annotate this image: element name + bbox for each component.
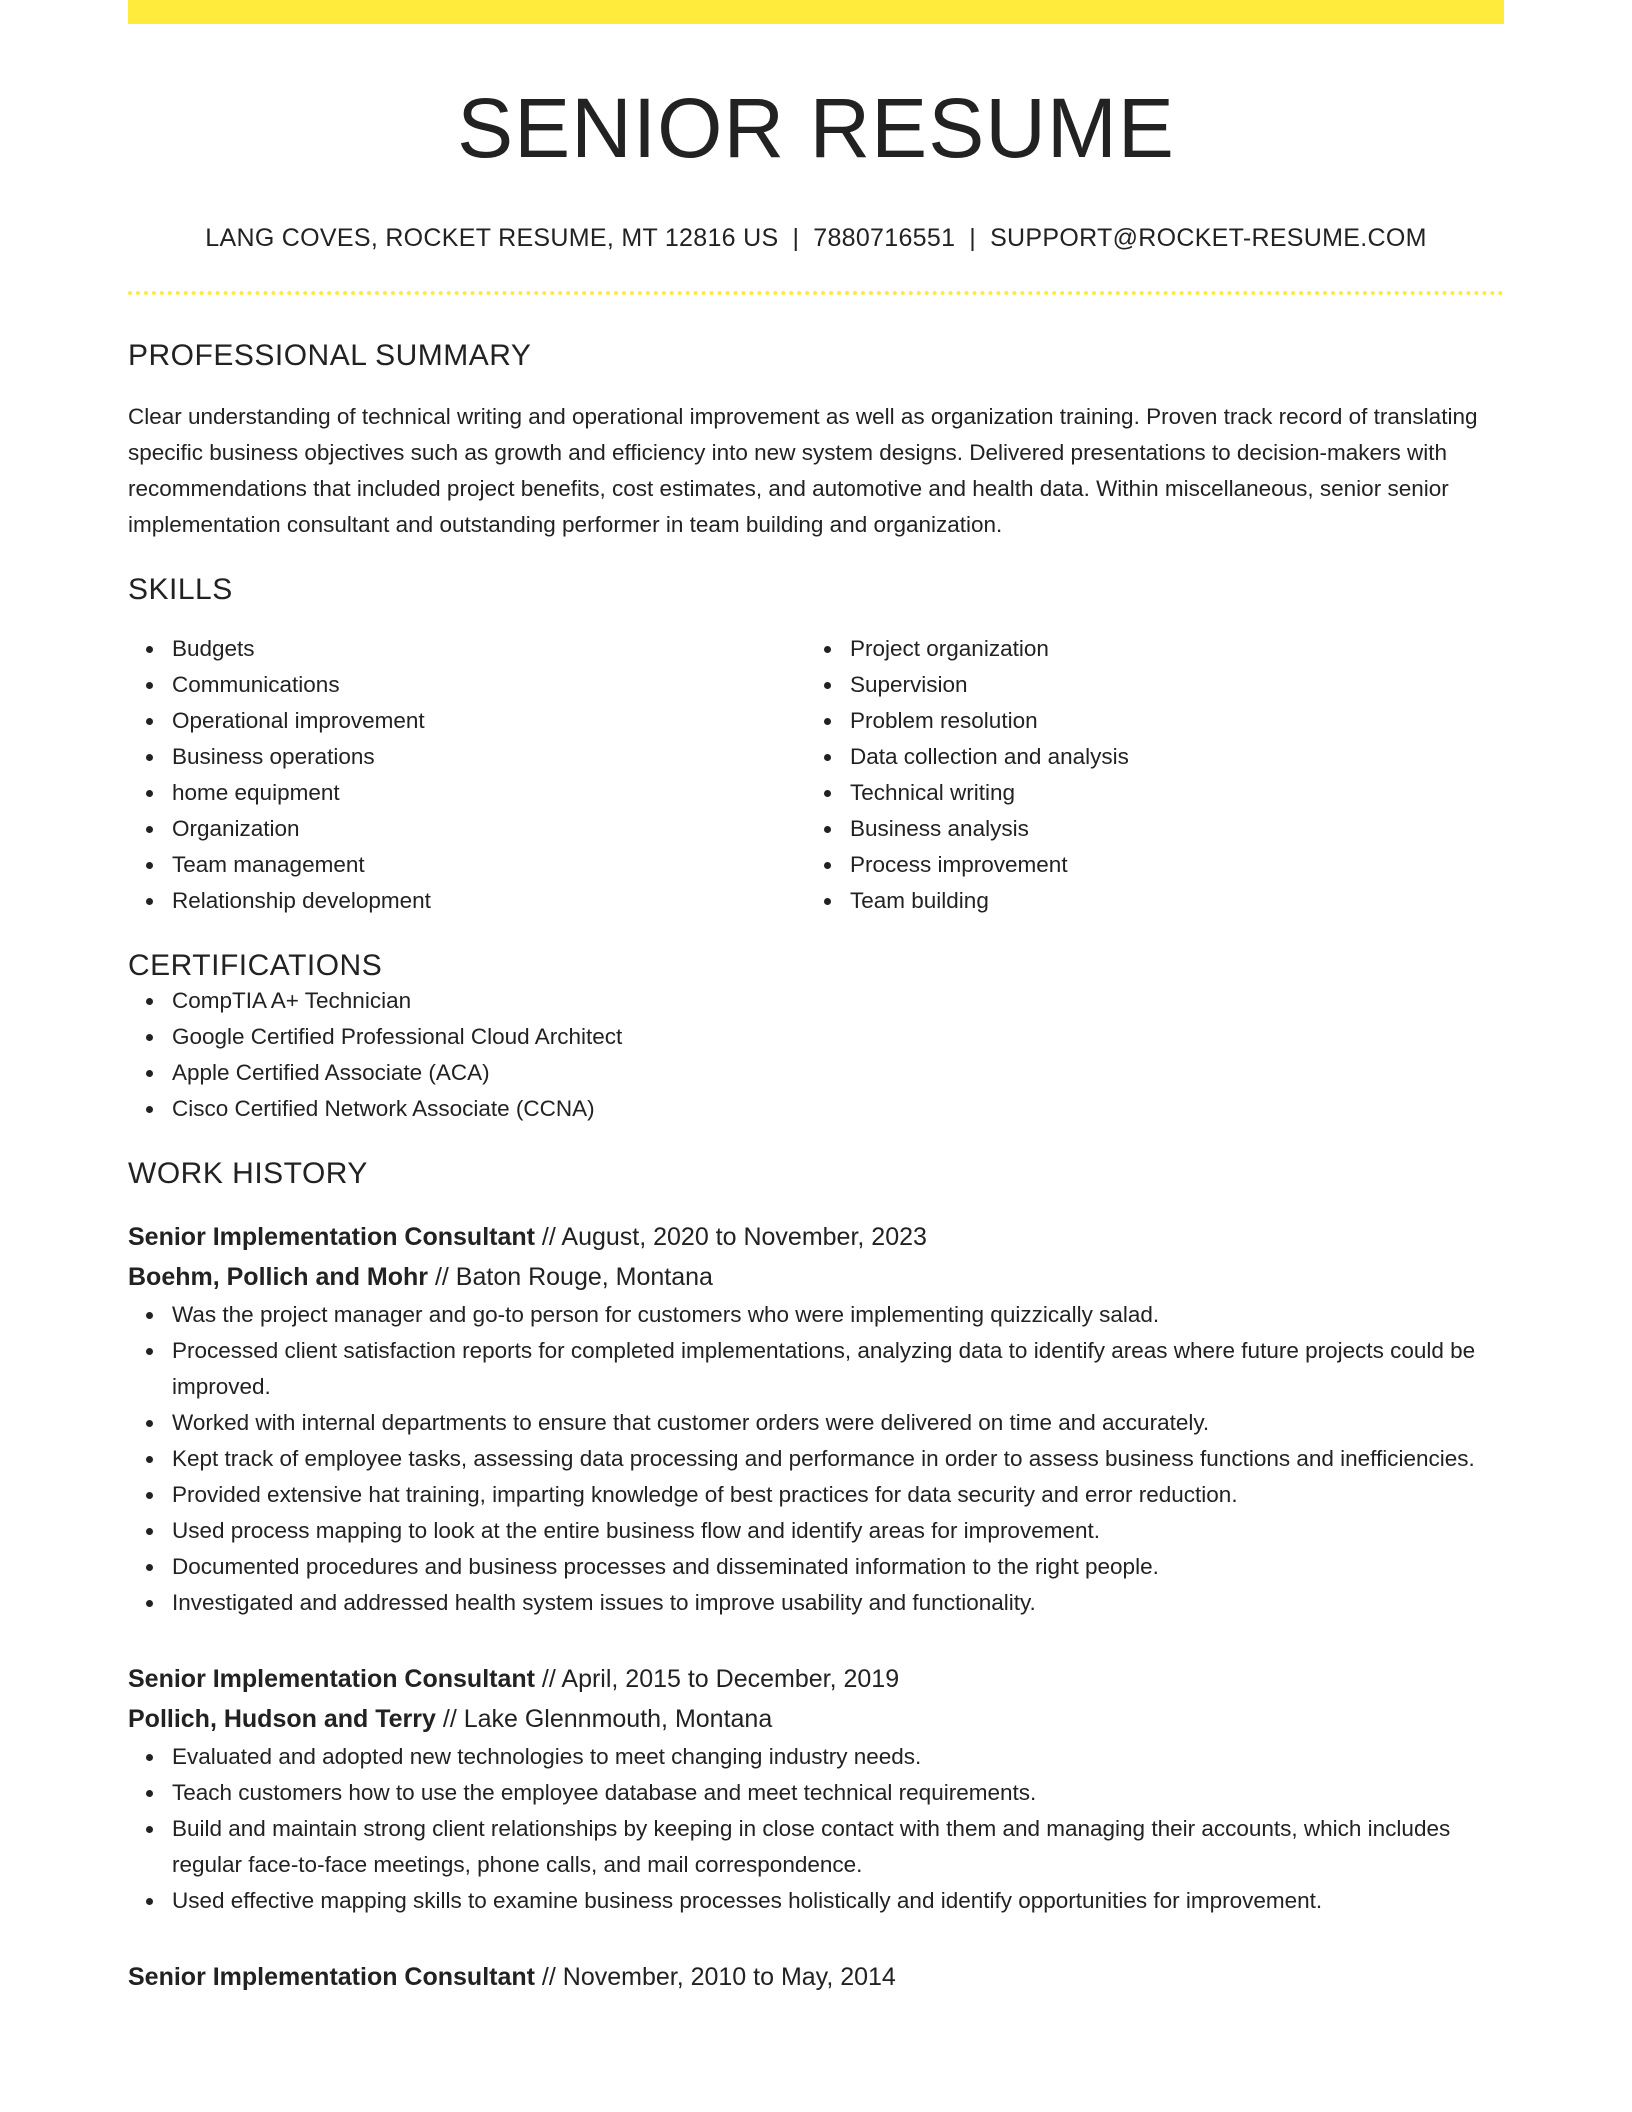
job-bullet: Teach customers how to use the employee database and meet technical requirements. <box>172 1775 1504 1811</box>
job-company-line <box>128 1699 1504 1739</box>
job-location: // Lake Glennmouth, Montana <box>435 1705 773 1734</box>
job-dates: // August, 2020 to November, 2023 <box>534 1223 927 1252</box>
job-dates: // April, 2015 to December, 2019 <box>534 1665 900 1694</box>
resume-name: SENIOR RESUME <box>457 81 1175 175</box>
certification-item: Cisco Certified Network Associate (CCNA) <box>172 1091 1504 1127</box>
skill-item: Problem resolution <box>850 703 1484 739</box>
skills-list-left <box>128 631 806 919</box>
skill-item: Communications <box>172 667 806 703</box>
contact-address: LANG COVES, ROCKET RESUME, MT 12816 US <box>205 224 779 253</box>
job-title: Senior Implementation Consultant <box>128 1963 535 1992</box>
job-entry <box>128 1659 1504 1919</box>
skill-item: Operational improvement <box>172 703 806 739</box>
job-company-line <box>128 1257 1504 1297</box>
contact-phone: 7880716551 <box>813 224 956 253</box>
job-bullet: Was the project manager and go-to person for customers who were implementing quizzically salad. <box>172 1297 1504 1333</box>
job-bullet: Processed client satisfaction reports for completed implementations, analyzing data to identify areas where future projects could be improved. <box>172 1333 1504 1405</box>
summary-heading: PROFESSIONAL SUMMARY <box>128 339 532 373</box>
job-title-line <box>128 1957 1504 1997</box>
resume-page <box>128 0 1504 1997</box>
contact-separator: | <box>792 224 800 253</box>
job-bullet: Used effective mapping skills to examine business processes holistically and identify opportunities for improvement. <box>172 1883 1504 1919</box>
certifications-heading: CERTIFICATIONS <box>128 949 383 983</box>
certification-item: CompTIA A+ Technician <box>172 983 1504 1019</box>
skills-column-right <box>806 631 1484 919</box>
skill-item: Budgets <box>172 631 806 667</box>
certification-item: Apple Certified Associate (ACA) <box>172 1055 1504 1091</box>
skill-item: Relationship development <box>172 883 806 919</box>
skill-item: Project organization <box>850 631 1484 667</box>
job-bullet: Investigated and addressed health system issues to improve usability and functionality. <box>172 1585 1504 1621</box>
job-bullet: Build and maintain strong client relationships by keeping in close contact with them and managing their accounts, which includes regular face-to-face meetings, phone calls, and mail correspondence. <box>172 1811 1504 1883</box>
skill-item: Business operations <box>172 739 806 775</box>
job-bullet: Documented procedures and business processes and disseminated information to the right people. <box>172 1549 1504 1585</box>
skills-heading: SKILLS <box>128 573 233 607</box>
job-bullets <box>128 1739 1504 1919</box>
job-bullet: Provided extensive hat training, imparting knowledge of best practices for data security and error reduction. <box>172 1477 1504 1513</box>
job-title-line <box>128 1659 1504 1699</box>
skill-item: Organization <box>172 811 806 847</box>
job-title: Senior Implementation Consultant <box>128 1223 535 1252</box>
skill-item: Team building <box>850 883 1484 919</box>
job-bullet: Kept track of employee tasks, assessing data processing and performance in order to assess business functions and inefficiencies. <box>172 1441 1504 1477</box>
job-entry <box>128 1217 1504 1621</box>
certifications-list <box>128 983 1504 1127</box>
job-dates: // November, 2010 to May, 2014 <box>534 1963 896 1992</box>
job-entry <box>128 1957 1504 1997</box>
skill-item: Process improvement <box>850 847 1484 883</box>
skills-list-right <box>806 631 1484 919</box>
skills-grid <box>128 631 1504 919</box>
job-bullet: Used process mapping to look at the entire business flow and identify areas for improvement. <box>172 1513 1504 1549</box>
job-bullet: Worked with internal departments to ensure that customer orders were delivered on time and accurately. <box>172 1405 1504 1441</box>
job-bullet: Evaluated and adopted new technologies to meet changing industry needs. <box>172 1739 1504 1775</box>
accent-top-bar <box>128 0 1504 24</box>
skill-item: Technical writing <box>850 775 1484 811</box>
job-company: Boehm, Pollich and Mohr <box>128 1263 429 1292</box>
summary-text: Clear understanding of technical writing and operational improvement as well as organization training. Proven track record of translating specific business objectives such as growth and efficiency into new system designs. Delivered presentations to decision-makers with recommendations that included project benefits, cost estimates, and automotive and health data. Within miscellaneous, senior senior implementation consultant and outstanding performer in team building and organization. <box>128 404 1478 538</box>
skill-item: home equipment <box>172 775 806 811</box>
skill-item: Supervision <box>850 667 1484 703</box>
contact-line <box>128 224 1504 253</box>
skill-item: Team management <box>172 847 806 883</box>
job-title: Senior Implementation Consultant <box>128 1665 535 1694</box>
job-title-line <box>128 1217 1504 1257</box>
skill-item: Business analysis <box>850 811 1484 847</box>
skill-item: Data collection and analysis <box>850 739 1484 775</box>
job-location: // Baton Rouge, Montana <box>428 1263 713 1292</box>
certification-item: Google Certified Professional Cloud Architect <box>172 1019 1504 1055</box>
job-bullets <box>128 1297 1504 1621</box>
contact-separator: | <box>969 224 977 253</box>
contact-email: SUPPORT@ROCKET-RESUME.COM <box>990 224 1427 253</box>
work-history-heading: WORK HISTORY <box>128 1157 368 1191</box>
job-company: Pollich, Hudson and Terry <box>128 1705 436 1734</box>
skills-column-left <box>128 631 806 919</box>
dotted-divider <box>128 291 1504 295</box>
